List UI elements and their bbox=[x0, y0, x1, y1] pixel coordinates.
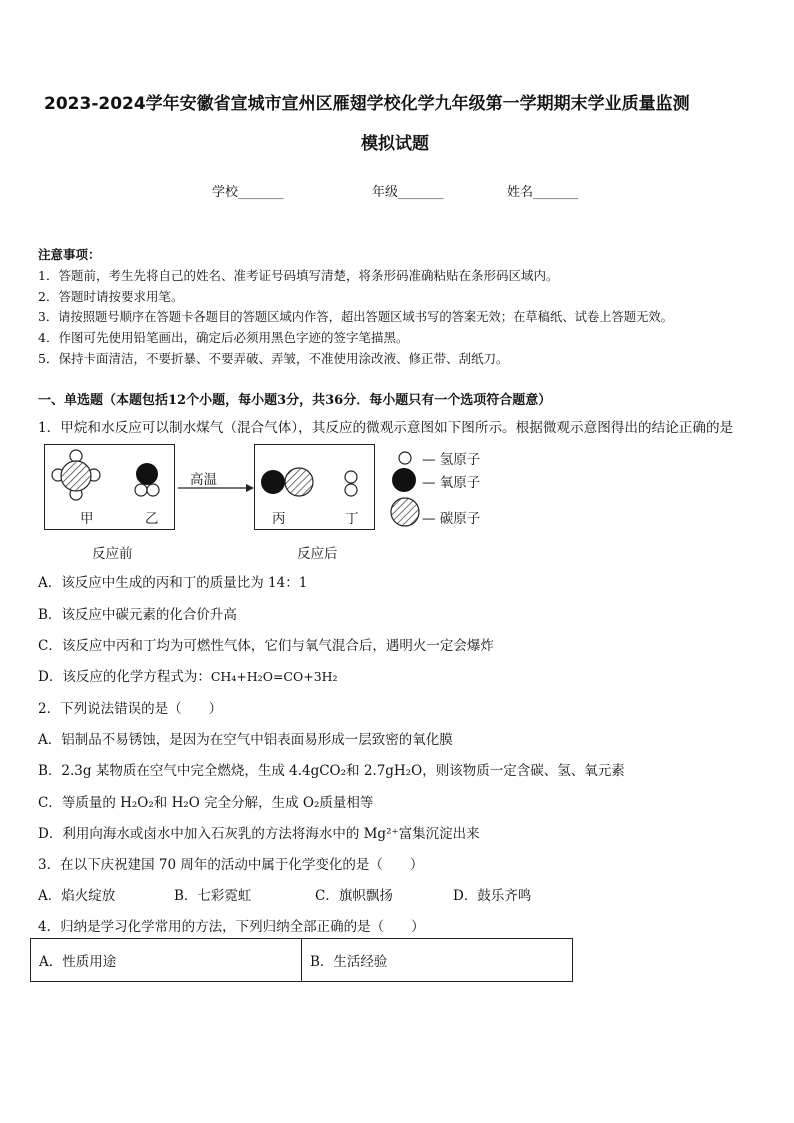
q1-option-d bbox=[38, 665, 338, 685]
page-title: 2023-2024学年安徽省宣城市宣州区雁翅学校化学九年级第一学期期末学业质量监测 bbox=[44, 94, 690, 114]
q1-option-b: B．该反应中碳元素的化合价升高 bbox=[38, 607, 237, 623]
label-before: 反应前 bbox=[92, 546, 133, 562]
q1-option-c: C．该反应中丙和丁均为可燃性气体，它们与氧气混合后，遇明火一定会爆炸 bbox=[38, 638, 494, 654]
grade-field: 年级_______ bbox=[372, 185, 444, 200]
note-item: 3．请按照题号顺序在答题卡各题目的答题区域内作答，超出答题区域书写的答案无效；在草稿纸、试卷上答题无效。 bbox=[38, 310, 673, 324]
q2-option-a: A．铝制品不易锈蚀，是因为在空气中铝表面易形成一层致密的氧化膜 bbox=[38, 732, 453, 748]
hydrogen-atom-icon bbox=[396, 449, 414, 467]
question-2-stem: 2．下列说法错误的是（ ） bbox=[38, 701, 223, 717]
label-after: 反应后 bbox=[297, 546, 338, 562]
school-field: 学校_______ bbox=[212, 185, 284, 200]
note-item: 5．保持卡面清洁，不要折暴、不要弄破、弄皱，不准使用涂改液、修正带、刮纸刀。 bbox=[38, 351, 509, 366]
page-title-line2: 模拟试题 bbox=[361, 134, 429, 154]
oxygen-atom-icon bbox=[390, 466, 418, 494]
section-heading: 一、单选题（本题包括12个小题，每小题3分，共36分．每小题只有一个选项符合题意） bbox=[38, 393, 552, 408]
q1-option-d-prefix: D．该反应的化学方程式为： bbox=[38, 669, 211, 685]
question-1-stem: 1．甲烷和水反应可以制水煤气（混合气体），其反应的微观示意图如下图所示。根据微观示意图得出的结论正确的是 bbox=[38, 420, 734, 436]
legend-hydrogen: — 氢原子 bbox=[422, 452, 481, 468]
q3-option-a: A．焰火绽放 bbox=[38, 888, 116, 904]
label-jia: 甲 bbox=[80, 511, 94, 527]
label-yi: 乙 bbox=[145, 511, 159, 527]
carbon-atom-icon bbox=[389, 496, 421, 528]
q3-option-b: B．七彩霓虹 bbox=[174, 888, 252, 904]
q2-option-b: B．2.3g 某物质在空气中完全燃烧，生成 4.4gCO₂和 2.7gH₂O，则该物质一定含碳、氢、氧元素 bbox=[38, 763, 625, 779]
label-ding: 丁 bbox=[345, 511, 359, 527]
legend-oxygen: — 氧原子 bbox=[422, 475, 481, 491]
reaction-condition: 高温 bbox=[190, 472, 217, 488]
question-4-stem: 4．归纳是学习化学常用的方法，下列归纳全部正确的是（ ） bbox=[38, 919, 425, 935]
q3-option-d: D．鼓乐齐鸣 bbox=[453, 888, 532, 904]
q1-option-a: A．该反应中生成的丙和丁的质量比为 14：1 bbox=[38, 575, 308, 591]
notes-heading: 注意事项： bbox=[38, 247, 101, 262]
arrow-right-icon bbox=[176, 482, 256, 494]
note-item: 4．作图可先使用铅笔画出，确定后必须用黑色字迹的签字笔描黑。 bbox=[38, 330, 409, 345]
table-cell-a: A．性质用途 bbox=[31, 939, 302, 982]
label-bing: 丙 bbox=[272, 511, 286, 527]
q2-option-c: C．等质量的 H₂O₂和 H₂O 完全分解，生成 O₂质量相等 bbox=[38, 795, 374, 811]
q3-option-c: C．旗帜飘扬 bbox=[315, 888, 393, 904]
question-4-table bbox=[30, 938, 573, 982]
name-field: 姓名_______ bbox=[507, 185, 579, 200]
note-item: 1．答题前，考生先将自己的姓名、准考证号码填写清楚，将条形码准确粘贴在条形码区域内。 bbox=[38, 268, 559, 283]
note-item: 2．答题时请按要求用笔。 bbox=[38, 289, 184, 304]
q1-option-d-equation: CH₄+H₂O=CO+3H₂ bbox=[210, 669, 338, 684]
table-cell-b: B．生活经验 bbox=[302, 939, 573, 982]
q2-option-d: D．利用向海水或卤水中加入石灰乳的方法将海水中的 Mg²⁺富集沉淀出来 bbox=[38, 826, 480, 842]
legend-carbon: — 碳原子 bbox=[422, 511, 481, 527]
question-3-stem: 3．在以下庆祝建国 70 周年的活动中属于化学变化的是（ ） bbox=[38, 857, 424, 873]
